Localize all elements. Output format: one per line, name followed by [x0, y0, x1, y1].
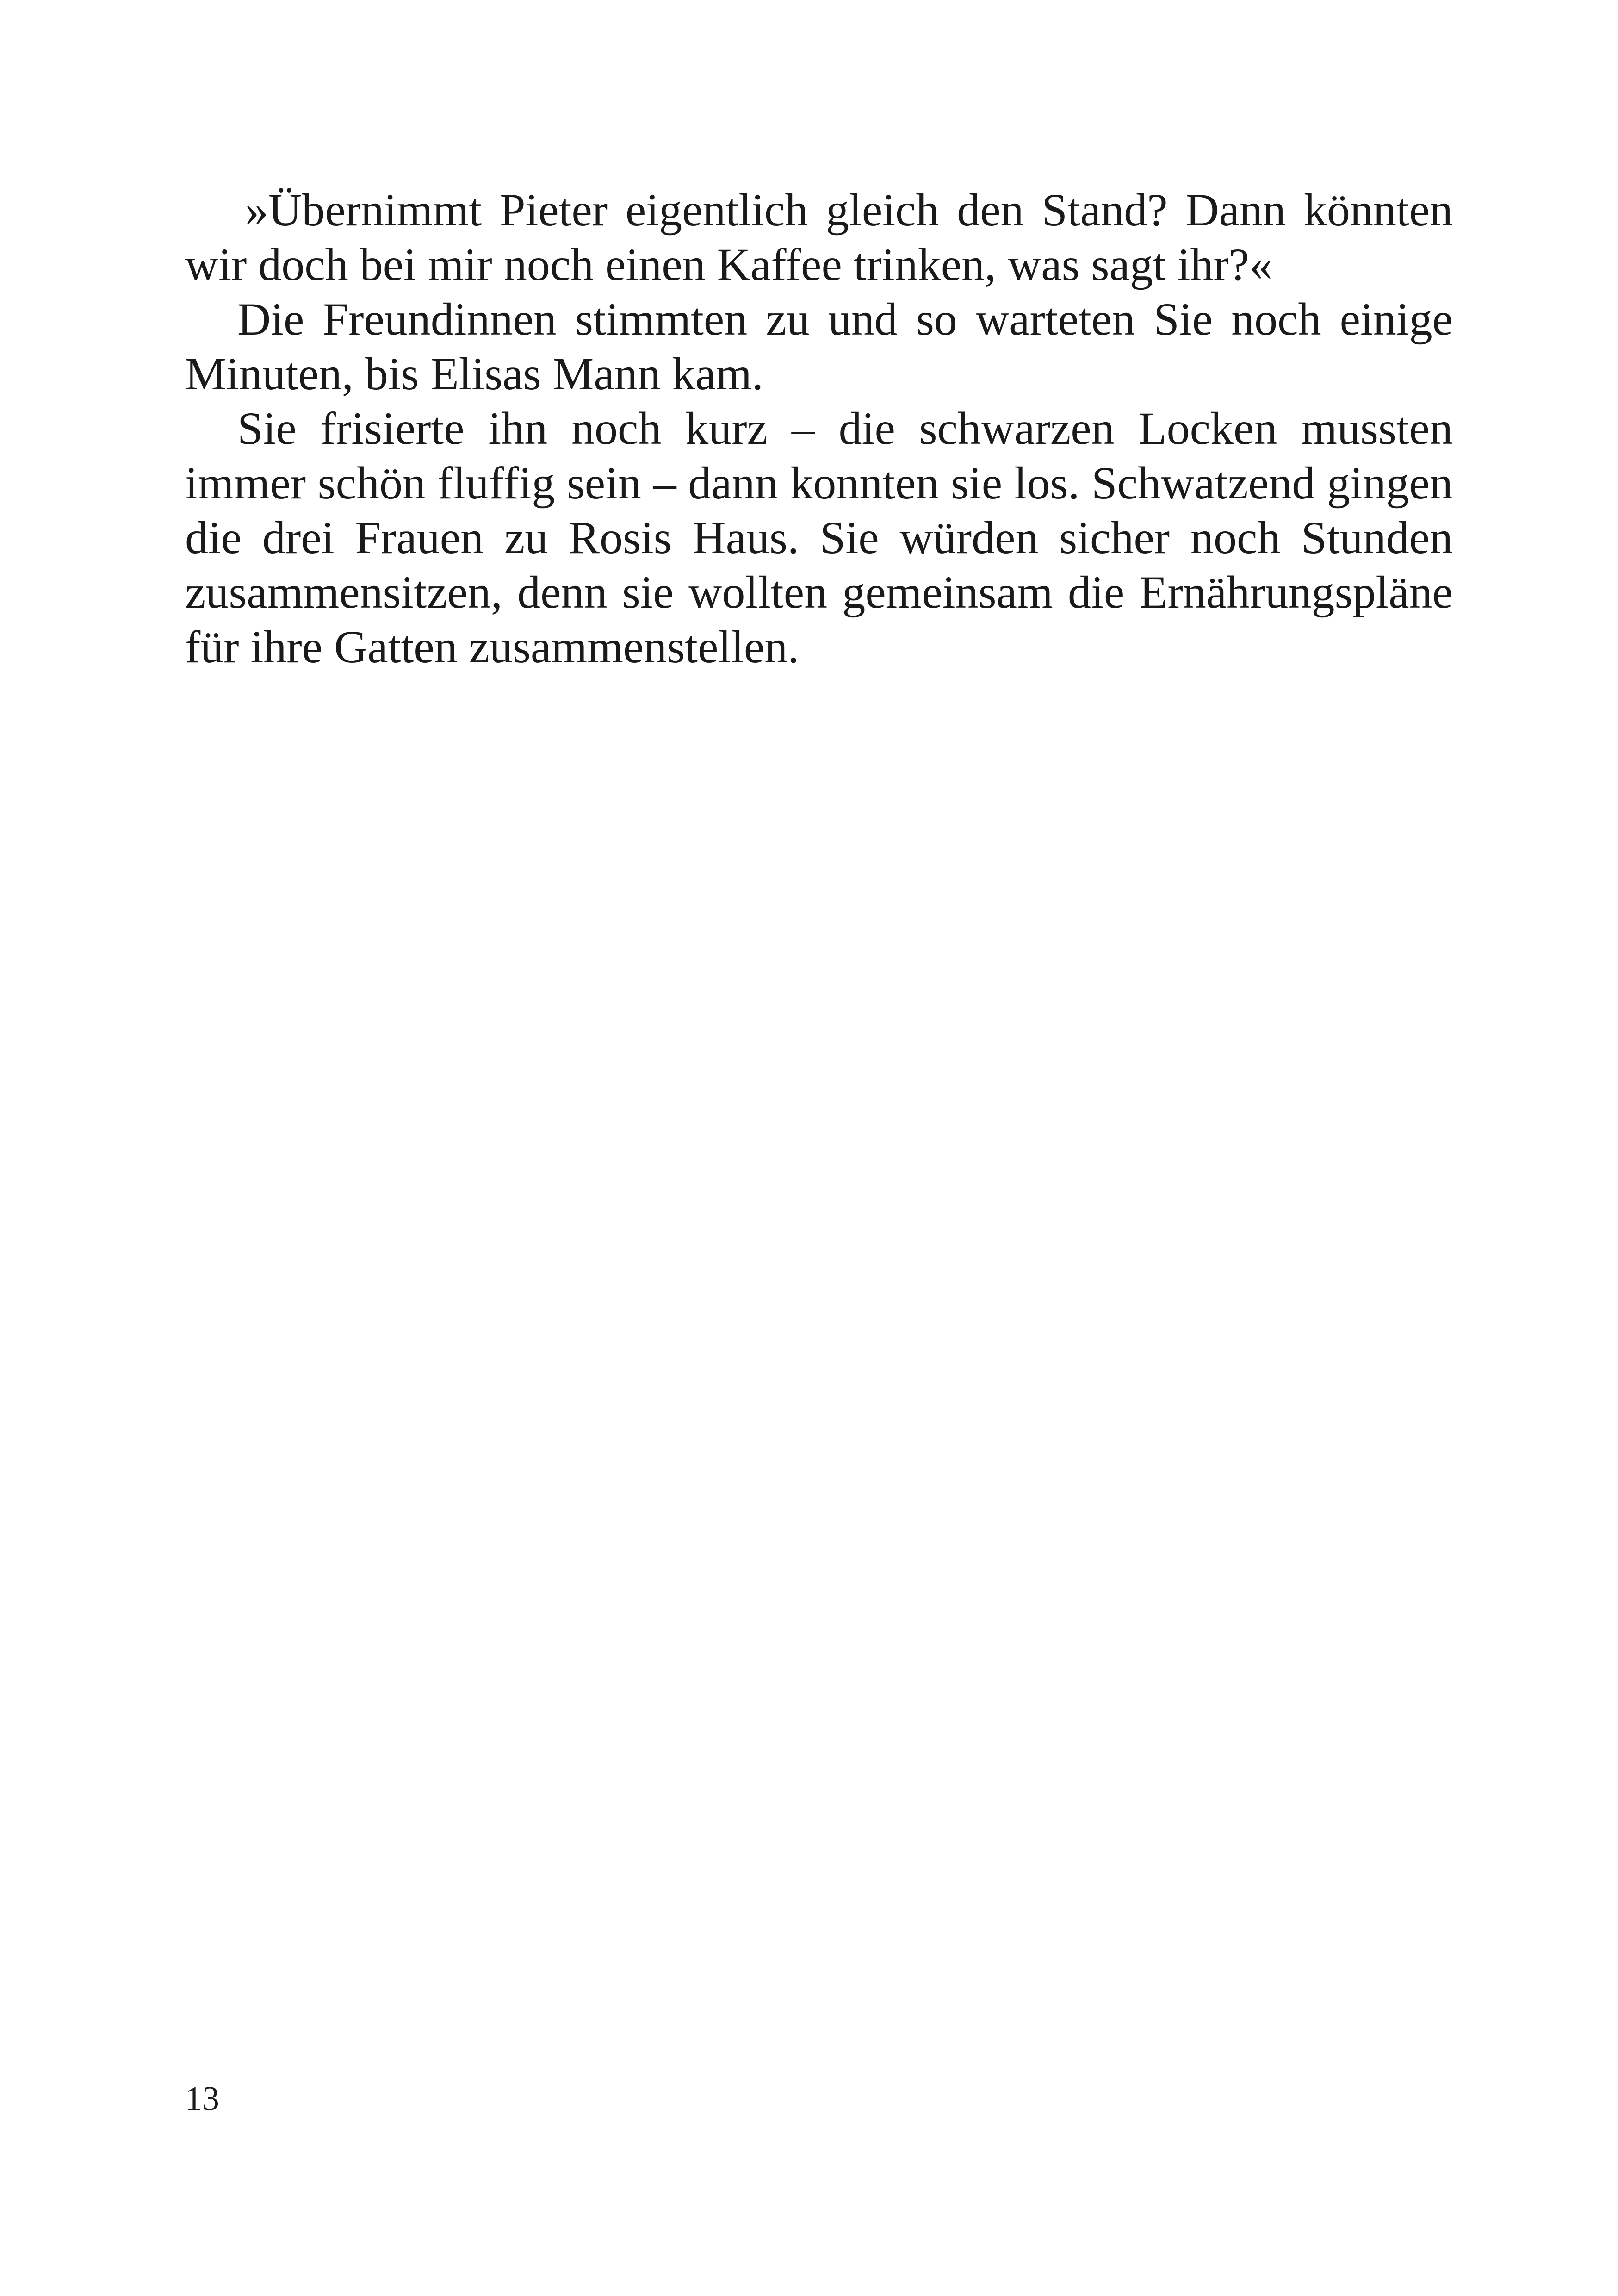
page-number: 13	[185, 2080, 219, 2118]
paragraph: Die Freundinnen stimmten zu und so warteten Sie noch einige Minuten, bis Elisas Mann kam.	[185, 293, 1453, 399]
paragraph: Sie frisierte ihn noch kurz – die schwarzen Locken mussten immer schön fluffig sein – dann konnten sie los. Schwatzend gingen die drei Frauen zu Rosis Haus. Sie würden sicher noch Stunden zusammensitzen, denn sie wollten gemeinsam die Ernährungspläne für ihre Gatten zusammenstellen.	[185, 403, 1453, 672]
paragraph: »Übernimmt Pieter eigentlich gleich den Stand? Dann könnten wir doch bei mir noch einen Kaffee trinken, was sagt ihr?«	[185, 184, 1453, 290]
body-text	[185, 183, 1453, 674]
